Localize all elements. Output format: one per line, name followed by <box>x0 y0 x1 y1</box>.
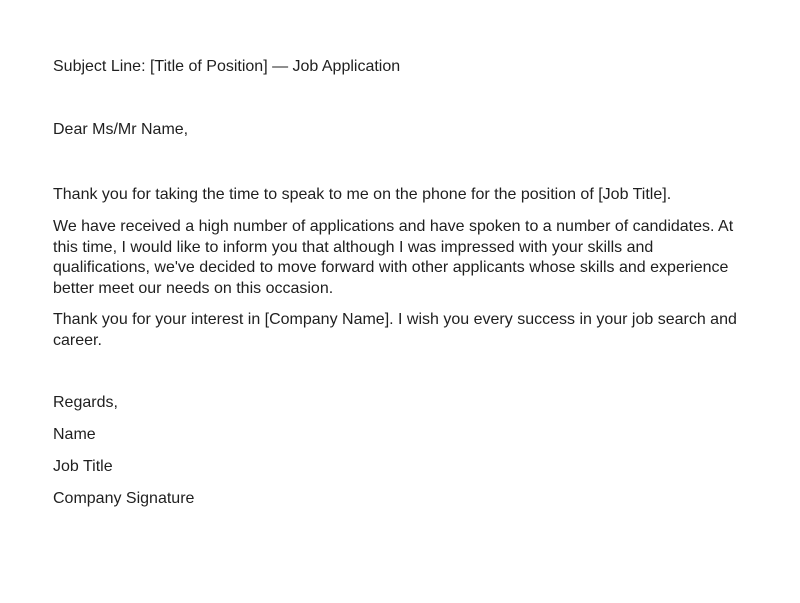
signature-job-title: Job Title <box>53 458 113 475</box>
greeting: Dear Ms/Mr Name, <box>53 121 189 138</box>
signature-company: Company Signature <box>53 490 195 507</box>
paragraph-well-wishes: Thank you for your interest in [Company Name]. I wish you every success in your job search and career. <box>53 311 737 349</box>
paragraph-decision: We have received a high number of applications and have spoken to a number of candidates. At this time, I would like to inform you that although I was impressed with your skills and qualifications, we've decided to move forward with other applicants whose skills and experience better meet our needs on this occasion. <box>53 218 734 297</box>
signature-name: Name <box>53 426 96 443</box>
closing: Regards, <box>53 394 118 411</box>
subject-line: Subject Line: [Title of Position] — Job Application <box>53 58 401 75</box>
paragraph-thank-you: Thank you for taking the time to speak to me on the phone for the position of [Job Title]. <box>53 186 672 203</box>
